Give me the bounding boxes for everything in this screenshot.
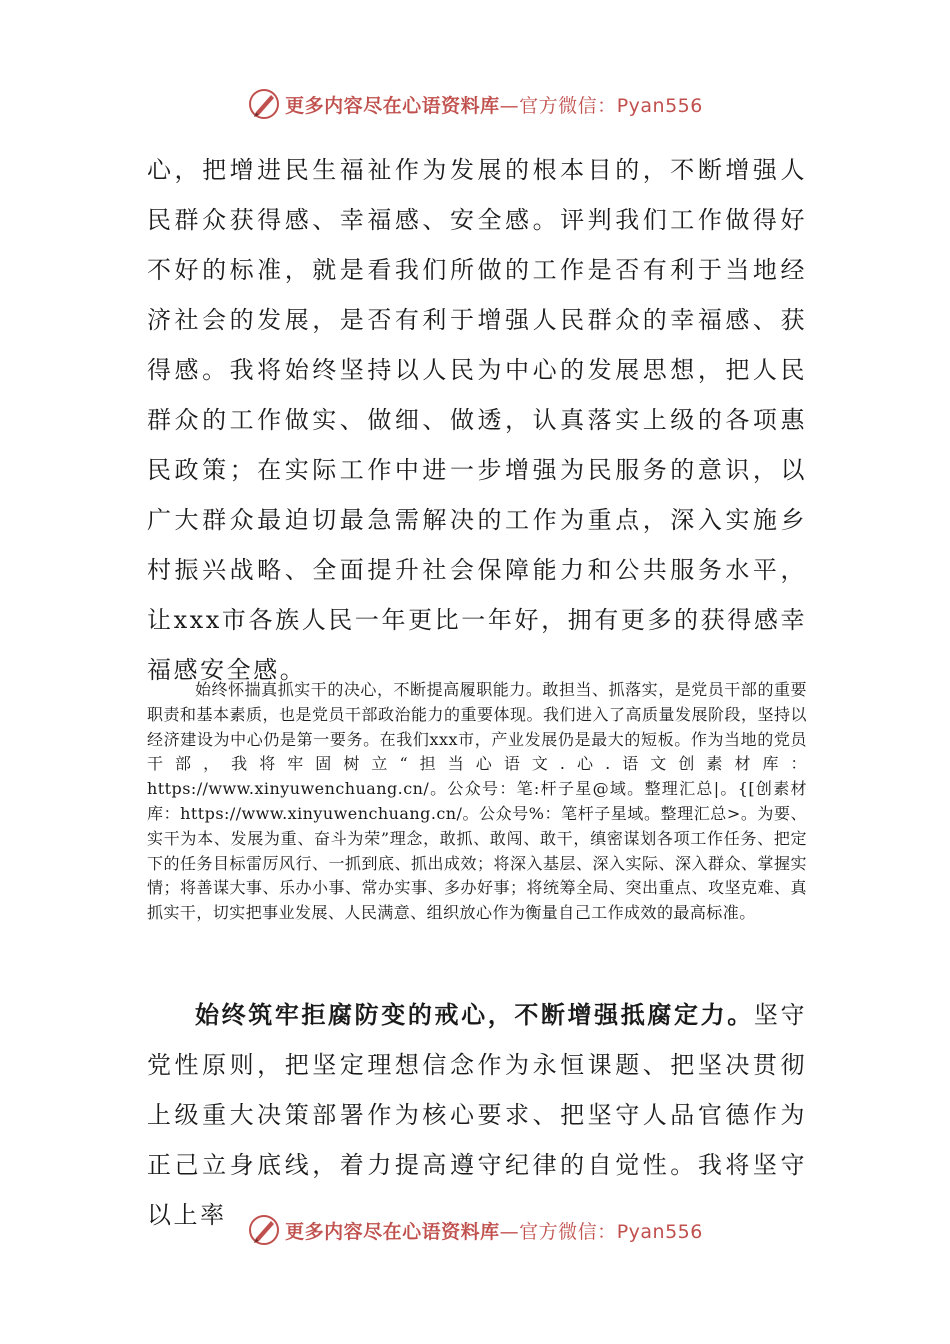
banner-wechat-label: 官方微信： [519,94,617,117]
banner-dash: — [499,1220,520,1243]
pen-logo-icon [247,1213,281,1247]
header-banner-text [285,91,703,118]
paragraph-3-body: 坚守党性原则，把坚定理想信念作为永恒课题、把坚决贯彻上级重大决策部署作为核心要求、把坚守人品官德作为正己立身底线，着力提高遵守纪律的自觉性。我将坚守以上率 [147,1001,807,1229]
pen-logo-icon [247,87,281,121]
paragraph-2: 始终怀揣真抓实干的决心，不断提高履职能力。敢担当、抓落实，是党员干部的重要职责和基本素质，也是党员干部政治能力的重要体现。我们进入了高质量发展阶段，坚持以经济建设为中心仍是第一要务。在我们xxx市，产业发展仍是最大的短板。作为当地的党员干部，我将牢固树立“担当心语文.心.语文创素材库：https://www.xinyuwenchuang.cn/。公众号：笔:杆子星@域。整理汇总|。{[创素材库：https://www.xinyuwenchuang.cn/。公众号%：笔杆子星域。整理汇总>。为要、实干为本、发展为重、奋斗为荣”理念，敢抓、敢闯、敢干，缜密谋划各项工作任务、把定下的任务目标雷厉风行、一抓到底、抓出成效；将深入基层、深入实际、深入群众、掌握实情；将善谋大事、乐办小事、常办实事、多办好事；将统筹全局、突出重点、攻坚克难、真抓实干，切实把事业发展、人民满意、组织放心作为衡量自己工作成效的最高标准。 [147,680,807,923]
banner-brand: 更多内容尽在心语资料库 [285,94,500,117]
header-banner [0,84,950,124]
footer-banner-text [285,1217,703,1244]
banner-brand: 更多内容尽在心语资料库 [285,1220,500,1243]
paragraph-3 [147,990,807,1240]
banner-dash: — [499,94,520,117]
banner-wechat-label: 官方微信： [519,1220,617,1243]
banner-wechat-id: Pyan556 [616,94,703,117]
footer-banner [0,1210,950,1250]
paragraph-1: 心，把增进民生福祉作为发展的根本目的，不断增强人民群众获得感、幸福感、安全感。评判我们工作做得好不好的标准，就是看我们所做的工作是否有利于当地经济社会的发展，是否有利于增强人民群众的幸福感、获得感。我将始终坚持以人民为中心的发展思想，把人民群众的工作做实、做细、做透，认真落实上级的各项惠民政策；在实际工作中进一步增强为民服务的意识，以广大群众最迫切最急需解决的工作为重点，深入实施乡村振兴战略、全面提升社会保障能力和公共服务水平，让xxx市各族人民一年更比一年好，拥有更多的获得感幸福感安全感。 [147,156,807,684]
paragraph-3-lead: 始终筑牢拒腐防变的戒心，不断增强抵腐定力。 [195,1000,754,1029]
banner-wechat-id: Pyan556 [616,1220,703,1243]
